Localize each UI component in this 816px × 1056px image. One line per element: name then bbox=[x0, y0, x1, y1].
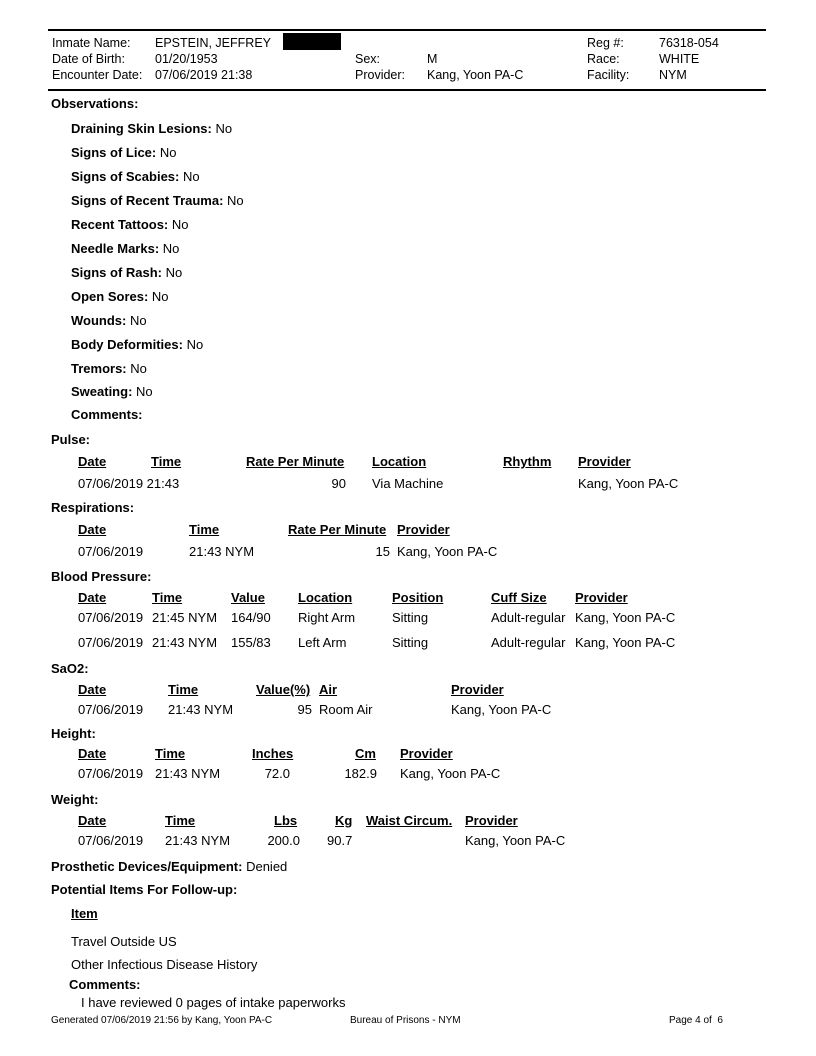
bp-row1-position: Sitting bbox=[392, 610, 429, 625]
observation-item bbox=[71, 313, 147, 328]
resp-cell-time: 21:43 NYM bbox=[189, 544, 255, 559]
followup-comments-label: Comments: bbox=[69, 977, 141, 992]
header-top-rule bbox=[48, 29, 766, 31]
race-label: Race: bbox=[587, 52, 620, 66]
footer-generated: Generated 07/06/2019 21:56 by Kang, Yoon PA-C bbox=[51, 1015, 273, 1026]
bp-header-date: Date bbox=[78, 590, 107, 605]
observation-value: No bbox=[186, 337, 204, 352]
prosthetic-value: Denied bbox=[246, 859, 288, 874]
observation-label: Recent Tattoos: bbox=[71, 217, 169, 232]
weight-cell-date: 07/06/2019 bbox=[78, 833, 144, 848]
weight-title: Weight: bbox=[51, 792, 99, 807]
observation-value: No bbox=[165, 265, 183, 280]
observation-item bbox=[71, 217, 189, 232]
observation-value: No bbox=[183, 169, 200, 184]
followup-item: Other Infectious Disease History bbox=[71, 957, 258, 972]
sao2-cell-air: Room Air bbox=[319, 702, 373, 717]
observation-item bbox=[71, 193, 244, 208]
observation-item bbox=[71, 265, 182, 280]
bp-row2-value: 155/83 bbox=[231, 635, 271, 650]
provider-value: Kang, Yoon PA-C bbox=[427, 68, 524, 82]
bp-header-position: Position bbox=[392, 590, 444, 605]
weight-header-provider: Provider bbox=[465, 813, 518, 828]
sao2-cell-time: 21:43 NYM bbox=[168, 702, 234, 717]
inmate-name: EPSTEIN, JEFFREY bbox=[155, 36, 271, 50]
followup-comments: I have reviewed 0 pages of intake paperworks bbox=[81, 995, 346, 1010]
observation-item bbox=[71, 289, 169, 304]
observation-label: Sweating: bbox=[71, 384, 133, 399]
pulse-header-rhythm: Rhythm bbox=[503, 454, 552, 469]
sex-label: Sex: bbox=[355, 52, 381, 66]
pulse-header-time: Time bbox=[151, 454, 182, 469]
observation-value: No bbox=[162, 241, 180, 256]
sao2-cell-provider: Kang, Yoon PA-C bbox=[451, 702, 552, 717]
resp-header-date: Date bbox=[78, 522, 107, 537]
observation-item bbox=[71, 169, 200, 184]
observation-value: No bbox=[136, 384, 153, 399]
observation-item bbox=[71, 241, 179, 256]
followup-item: Travel Outside US bbox=[71, 934, 177, 949]
pulse-cell-rate: 90 bbox=[331, 476, 346, 491]
facility-label: Facility: bbox=[587, 68, 630, 82]
bp-row2-position: Sitting bbox=[392, 635, 429, 650]
pulse-header-location: Location bbox=[372, 454, 427, 469]
bp-row2-date: 07/06/2019 bbox=[78, 635, 144, 650]
observation-value: No bbox=[129, 313, 147, 328]
resp-cell-date: 07/06/2019 bbox=[78, 544, 144, 559]
observation-label: Needle Marks: bbox=[71, 241, 160, 256]
observation-label: Signs of Recent Trauma: bbox=[71, 193, 224, 208]
header-bottom-rule bbox=[48, 89, 766, 91]
weight-header-kg: Kg bbox=[335, 813, 353, 828]
followup-title: Potential Items For Follow-up: bbox=[51, 882, 238, 897]
pulse-cell-provider: Kang, Yoon PA-C bbox=[578, 476, 679, 491]
observation-item bbox=[71, 361, 147, 376]
observation-item bbox=[71, 337, 203, 352]
weight-header-lbs: Lbs bbox=[274, 813, 298, 828]
resp-header-time: Time bbox=[189, 522, 220, 537]
encounter-value: 07/06/2019 21:38 bbox=[155, 68, 253, 82]
height-header-cm: Cm bbox=[355, 746, 376, 761]
bp-row1-location: Right Arm bbox=[298, 610, 356, 625]
pulse-cell-location: Via Machine bbox=[372, 476, 444, 491]
weight-header-time: Time bbox=[165, 813, 196, 828]
bp-row2-location: Left Arm bbox=[298, 635, 347, 650]
weight-cell-time: 21:43 NYM bbox=[165, 833, 231, 848]
pulse-header-provider: Provider bbox=[578, 454, 631, 469]
bp-header-cuff: Cuff Size bbox=[491, 590, 547, 605]
observation-label: Wounds: bbox=[71, 313, 127, 328]
observation-item bbox=[71, 407, 143, 422]
height-header-date: Date bbox=[78, 746, 107, 761]
footer-page: Page 4 of 6 bbox=[669, 1015, 723, 1026]
observation-value: No bbox=[215, 121, 233, 136]
reg-label: Reg #: bbox=[587, 36, 624, 50]
pulse-title: Pulse: bbox=[51, 432, 91, 447]
resp-header-rate: Rate Per Minute bbox=[288, 522, 387, 537]
observation-label: Signs of Rash: bbox=[71, 265, 163, 280]
bp-row2-cuff: Adult-regular bbox=[491, 635, 566, 650]
height-header-inches: Inches bbox=[252, 746, 294, 761]
bp-row2-time: 21:43 NYM bbox=[152, 635, 218, 650]
encounter-label: Encounter Date: bbox=[52, 68, 143, 82]
observation-item bbox=[71, 384, 153, 399]
observation-item bbox=[71, 145, 176, 160]
race-value: WHITE bbox=[659, 52, 700, 66]
weight-header-date: Date bbox=[78, 813, 107, 828]
resp-header-provider: Provider bbox=[397, 522, 450, 537]
sao2-header-date: Date bbox=[78, 682, 107, 697]
resp-cell-provider: Kang, Yoon PA-C bbox=[397, 544, 498, 559]
sao2-header-provider: Provider bbox=[451, 682, 504, 697]
bp-row1-provider: Kang, Yoon PA-C bbox=[575, 610, 676, 625]
height-cell-time: 21:43 NYM bbox=[155, 766, 221, 781]
observation-value: No bbox=[171, 217, 189, 232]
prosthetic-line bbox=[51, 859, 287, 874]
bp-header-provider: Provider bbox=[575, 590, 628, 605]
weight-cell-lbs: 200.0 bbox=[267, 833, 300, 848]
resp-cell-rate: 15 bbox=[375, 544, 390, 559]
pulse-cell-datetime: 07/06/2019 21:43 bbox=[78, 476, 180, 491]
pulse-header-date: Date bbox=[78, 454, 107, 469]
bp-row2-provider: Kang, Yoon PA-C bbox=[575, 635, 676, 650]
height-header-provider: Provider bbox=[400, 746, 453, 761]
sao2-header-air: Air bbox=[319, 682, 338, 697]
height-title: Height: bbox=[51, 726, 96, 741]
provider-label: Provider: bbox=[355, 68, 406, 82]
sao2-cell-date: 07/06/2019 bbox=[78, 702, 144, 717]
bp-header-location: Location bbox=[298, 590, 353, 605]
observation-label: Body Deformities: bbox=[71, 337, 183, 352]
observation-label: Comments: bbox=[71, 407, 143, 422]
reg-value: 76318-054 bbox=[659, 36, 719, 50]
height-cell-inches: 72.0 bbox=[264, 766, 290, 781]
observation-label: Tremors: bbox=[71, 361, 127, 376]
redaction-block bbox=[283, 33, 341, 50]
weight-cell-provider: Kang, Yoon PA-C bbox=[465, 833, 566, 848]
pulse-header-rate: Rate Per Minute bbox=[246, 454, 345, 469]
observation-label: Draining Skin Lesions: bbox=[71, 121, 212, 136]
sao2-header-time: Time bbox=[168, 682, 199, 697]
bp-row1-time: 21:45 NYM bbox=[152, 610, 218, 625]
observation-value: No bbox=[130, 361, 147, 376]
height-cell-date: 07/06/2019 bbox=[78, 766, 144, 781]
facility-value: NYM bbox=[659, 68, 687, 82]
observation-label: Signs of Lice: bbox=[71, 145, 157, 160]
sex-value: M bbox=[427, 52, 438, 66]
observations-title: Observations: bbox=[51, 96, 139, 111]
prosthetic-label: Prosthetic Devices/Equipment: bbox=[51, 859, 243, 874]
observation-item bbox=[71, 121, 232, 136]
followup-header-item: Item bbox=[71, 906, 98, 921]
observation-label: Signs of Scabies: bbox=[71, 169, 180, 184]
weight-header-waist: Waist Circum. bbox=[366, 813, 453, 828]
sao2-title: SaO2: bbox=[51, 661, 89, 676]
bp-header-time: Time bbox=[152, 590, 183, 605]
height-cell-cm: 182.9 bbox=[344, 766, 377, 781]
observation-label: Open Sores: bbox=[71, 289, 149, 304]
height-header-time: Time bbox=[155, 746, 186, 761]
blood-pressure-title: Blood Pressure: bbox=[51, 569, 152, 584]
bp-header-value: Value bbox=[231, 590, 265, 605]
footer-center: Bureau of Prisons - NYM bbox=[350, 1015, 461, 1026]
inmate-name-label: Inmate Name: bbox=[52, 36, 131, 50]
height-cell-provider: Kang, Yoon PA-C bbox=[400, 766, 501, 781]
weight-cell-kg: 90.7 bbox=[327, 833, 353, 848]
bp-row1-value: 164/90 bbox=[231, 610, 271, 625]
observation-value: No bbox=[151, 289, 169, 304]
bp-row1-cuff: Adult-regular bbox=[491, 610, 566, 625]
respirations-title: Respirations: bbox=[51, 500, 135, 515]
bp-row1-date: 07/06/2019 bbox=[78, 610, 144, 625]
dob-label: Date of Birth: bbox=[52, 52, 125, 66]
observation-value: No bbox=[227, 193, 244, 208]
sao2-cell-value: 95 bbox=[297, 702, 312, 717]
observation-value: No bbox=[159, 145, 177, 160]
dob-value: 01/20/1953 bbox=[155, 52, 218, 66]
sao2-header-value: Value(%) bbox=[256, 682, 311, 697]
